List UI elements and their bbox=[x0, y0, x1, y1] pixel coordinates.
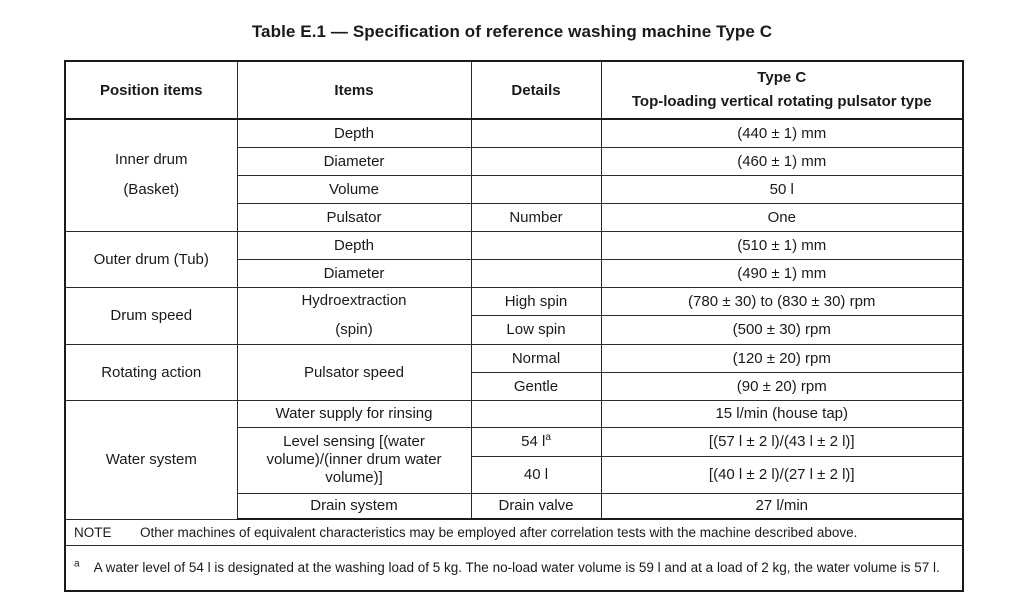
detail-cell bbox=[471, 427, 601, 456]
header-type-c bbox=[601, 61, 963, 119]
detail-cell: Drain valve bbox=[471, 493, 601, 519]
note-text: Other machines of equivalent characteristics may be employed after correlation tests with the machine described above. bbox=[140, 524, 858, 540]
item-cell: Water supply for rinsing bbox=[237, 400, 471, 427]
value-cell: 27 l/min bbox=[601, 493, 963, 519]
value-cell: (510 ± 1) mm bbox=[601, 231, 963, 259]
value-cell: (780 ± 30) to (830 ± 30) rpm bbox=[601, 287, 963, 315]
header-details: Details bbox=[471, 61, 601, 119]
item-cell: Diameter bbox=[237, 259, 471, 287]
value-cell: [(40 l ± 2 l)/(27 l ± 2 l)] bbox=[601, 456, 963, 493]
table-row bbox=[65, 287, 963, 315]
value-cell: One bbox=[601, 203, 963, 231]
detail-cell: Number bbox=[471, 203, 601, 231]
header-position-items: Position items bbox=[65, 61, 237, 119]
footnote-text: A water level of 54 l is designated at the washing load of 5 kg. The no-load water volume is 59 l and at a load of 2 kg, the water volume is 57 l. bbox=[93, 560, 940, 576]
value-cell: (500 ± 30) rpm bbox=[601, 315, 963, 344]
value-cell: 50 l bbox=[601, 175, 963, 203]
detail-cell bbox=[471, 147, 601, 175]
note-row bbox=[65, 519, 963, 545]
detail-cell bbox=[471, 231, 601, 259]
note-label: NOTE bbox=[74, 524, 112, 540]
item-cell-pulsator-speed: Pulsator speed bbox=[237, 344, 471, 400]
detail-cell: High spin bbox=[471, 287, 601, 315]
group-label-line1: Inner drum bbox=[114, 151, 188, 169]
item-line2: (spin) bbox=[335, 321, 373, 338]
value-cell: (120 ± 20) rpm bbox=[601, 344, 963, 372]
value-cell: (440 ± 1) mm bbox=[601, 119, 963, 147]
item-cell-hydroextraction bbox=[237, 287, 471, 344]
value-cell: [(57 l ± 2 l)/(43 l ± 2 l)] bbox=[601, 427, 963, 456]
detail-cell bbox=[471, 119, 601, 147]
item-cell: Diameter bbox=[237, 147, 471, 175]
footnote-ref: a bbox=[545, 432, 551, 443]
value-cell: 15 l/min (house tap) bbox=[601, 400, 963, 427]
item-cell: Pulsator bbox=[237, 203, 471, 231]
table-row bbox=[65, 400, 963, 427]
item-cell: Volume bbox=[237, 175, 471, 203]
group-inner-drum bbox=[65, 119, 237, 231]
note-cell bbox=[65, 519, 963, 545]
value-cell: (490 ± 1) mm bbox=[601, 259, 963, 287]
detail-text: 40 l bbox=[523, 466, 549, 483]
detail-cell: Gentle bbox=[471, 372, 601, 400]
item-cell: Drain system bbox=[237, 493, 471, 519]
header-items: Items bbox=[237, 61, 471, 119]
footnote-marker: a bbox=[74, 558, 80, 570]
header-type-line2: Top-loading vertical rotating pulsator type bbox=[631, 93, 932, 110]
detail-text: 54 l bbox=[521, 433, 546, 450]
footnote-cell bbox=[65, 545, 963, 591]
header-type-line1: Type C bbox=[757, 69, 807, 86]
group-drum-speed: Drum speed bbox=[65, 287, 237, 344]
value-cell: (460 ± 1) mm bbox=[601, 147, 963, 175]
specification-table bbox=[64, 60, 964, 592]
detail-cell: Low spin bbox=[471, 315, 601, 344]
group-label-line2: (Basket) bbox=[123, 181, 180, 199]
detail-cell bbox=[471, 456, 601, 493]
footnote-row bbox=[65, 545, 963, 591]
header-row bbox=[65, 61, 963, 119]
detail-cell: Normal bbox=[471, 344, 601, 372]
table-row bbox=[65, 231, 963, 259]
detail-cell bbox=[471, 259, 601, 287]
item-cell: Depth bbox=[237, 231, 471, 259]
item-cell: Depth bbox=[237, 119, 471, 147]
group-water-system: Water system bbox=[65, 400, 237, 519]
value-cell: (90 ± 20) rpm bbox=[601, 372, 963, 400]
item-line1: Hydroextraction bbox=[301, 292, 407, 309]
group-outer-drum: Outer drum (Tub) bbox=[65, 231, 237, 287]
table-row bbox=[65, 119, 963, 147]
detail-cell bbox=[471, 400, 601, 427]
group-rotating-action: Rotating action bbox=[65, 344, 237, 400]
item-cell-level-sensing: Level sensing [(water volume)/(inner drum water volume)] bbox=[237, 427, 471, 493]
detail-cell bbox=[471, 175, 601, 203]
table-row bbox=[65, 344, 963, 372]
table-caption: Table E.1 — Specification of reference washing machine Type C bbox=[251, 22, 773, 41]
